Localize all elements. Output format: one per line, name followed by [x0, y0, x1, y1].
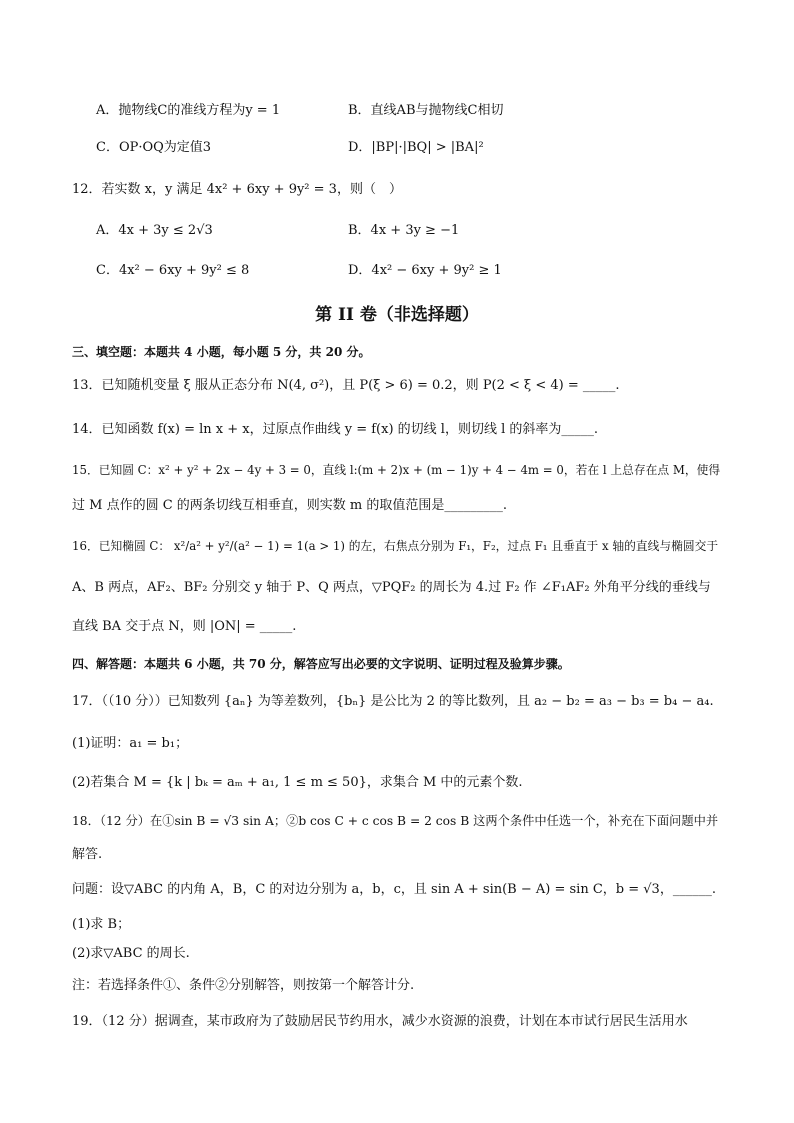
q15-line2: 过 M 点作的圆 C 的两条切线互相垂直，则实数 m 的取值范围是_________.: [72, 498, 508, 513]
q12-option-a: A．4x + 3y ≤ 2√3: [96, 223, 213, 238]
q19-line1: 19．（12 分）据调查，某市政府为了鼓励居民节约用水，减少水资源的浪费，计划在本市试行居民生活用水: [72, 1014, 688, 1029]
q17-part1: (1)证明：a₁ = b₁；: [72, 736, 189, 751]
q15-line1: 15．已知圆 C：x² + y² + 2x − 4y + 3 = 0，直线 l:(m + 2)x + (m − 1)y + 4 − 4m = 0，若在 l 上总存在点 M，使得: [72, 463, 721, 477]
q17-part2: (2)若集合 M = {k | bₖ = aₘ + a₁, 1 ≤ m ≤ 50}，求集合 M 中的元素个数.: [72, 775, 523, 790]
q14-text: 14．已知函数 f(x) = ln x + x，过原点作曲线 y = f(x) 的切线 l，则切线 l 的斜率为_____.: [72, 422, 598, 437]
q16-line3: 直线 BA 交于点 N，则 |ON| = _____.: [72, 619, 297, 634]
q18-part2: (2)求▽ABC 的周长.: [72, 946, 190, 961]
q11-option-a: A．抛物线C的准线方程为y = 1: [96, 103, 281, 118]
q18-note: 注：若选择条件①、条件②分别解答，则按第一个解答计分.: [72, 978, 415, 993]
q12-option-c: C．4x² − 6xy + 9y² ≤ 8: [96, 263, 250, 278]
q12-option-d: D．4x² − 6xy + 9y² ≥ 1: [348, 263, 502, 278]
q12-stem: 12．若实数 x，y 满足 4x² + 6xy + 9y² = 3，则（ ）: [72, 182, 402, 197]
q17-stem: 17．（（10 分））已知数列 {aₙ} 为等差数列，{bₙ} 是公比为 2 的等比数列，且 a₂ − b₂ = a₃ − b₃ = b₄ − a₄.: [72, 694, 714, 709]
q11-option-b: B．直线AB与抛物线C相切: [348, 103, 504, 118]
section3-header: 三、填空题：本题共 4 小题，每小题 5 分，共 20 分。: [72, 345, 371, 359]
q16-line2: A、B 两点，AF₂、BF₂ 分别交 y 轴于 P、Q 两点，▽PQF₂ 的周长为 4.过 F₂ 作 ∠F₁AF₂ 外角平分线的垂线与: [72, 580, 711, 595]
q18-line3: 问题：设▽ABC 的内角 A，B，C 的对边分别为 a，b，c，且 sin A + sin(B − A) = sin C，b = √3，______.: [72, 882, 716, 897]
q11-option-d: D．|BP|·|BQ| > |BA|²: [348, 140, 484, 155]
q18-line2: 解答.: [72, 847, 103, 862]
q18-line1: 18．（12 分）在①sin B = √3 sin A；②b cos C + c cos B = 2 cos B 这两个条件中任选一个，补充在下面问题中并: [72, 814, 719, 828]
section4-header: 四、解答题：本题共 6 小题，共 70 分，解答应写出必要的文字说明、证明过程及验算步骤。: [72, 657, 570, 671]
part2-title: 第 II 卷（非选择题）: [315, 305, 479, 325]
q12-option-b: B．4x + 3y ≥ −1: [348, 223, 460, 238]
q18-part1: (1)求 B；: [72, 917, 131, 932]
q11-option-c: C．OP·OQ为定值3: [96, 140, 212, 155]
q16-line1: 16．已知椭圆 C： x²/a² + y²/(a² − 1) = 1(a > 1) 的左，右焦点分别为 F₁，F₂，过点 F₁ 且垂直于 x 轴的直线与椭圆交于: [72, 539, 719, 553]
q13-text: 13．已知随机变量 ξ 服从正态分布 N(4, σ²)，且 P(ξ > 6) = 0.2，则 P(2 < ξ < 4) = _____.: [72, 378, 620, 393]
